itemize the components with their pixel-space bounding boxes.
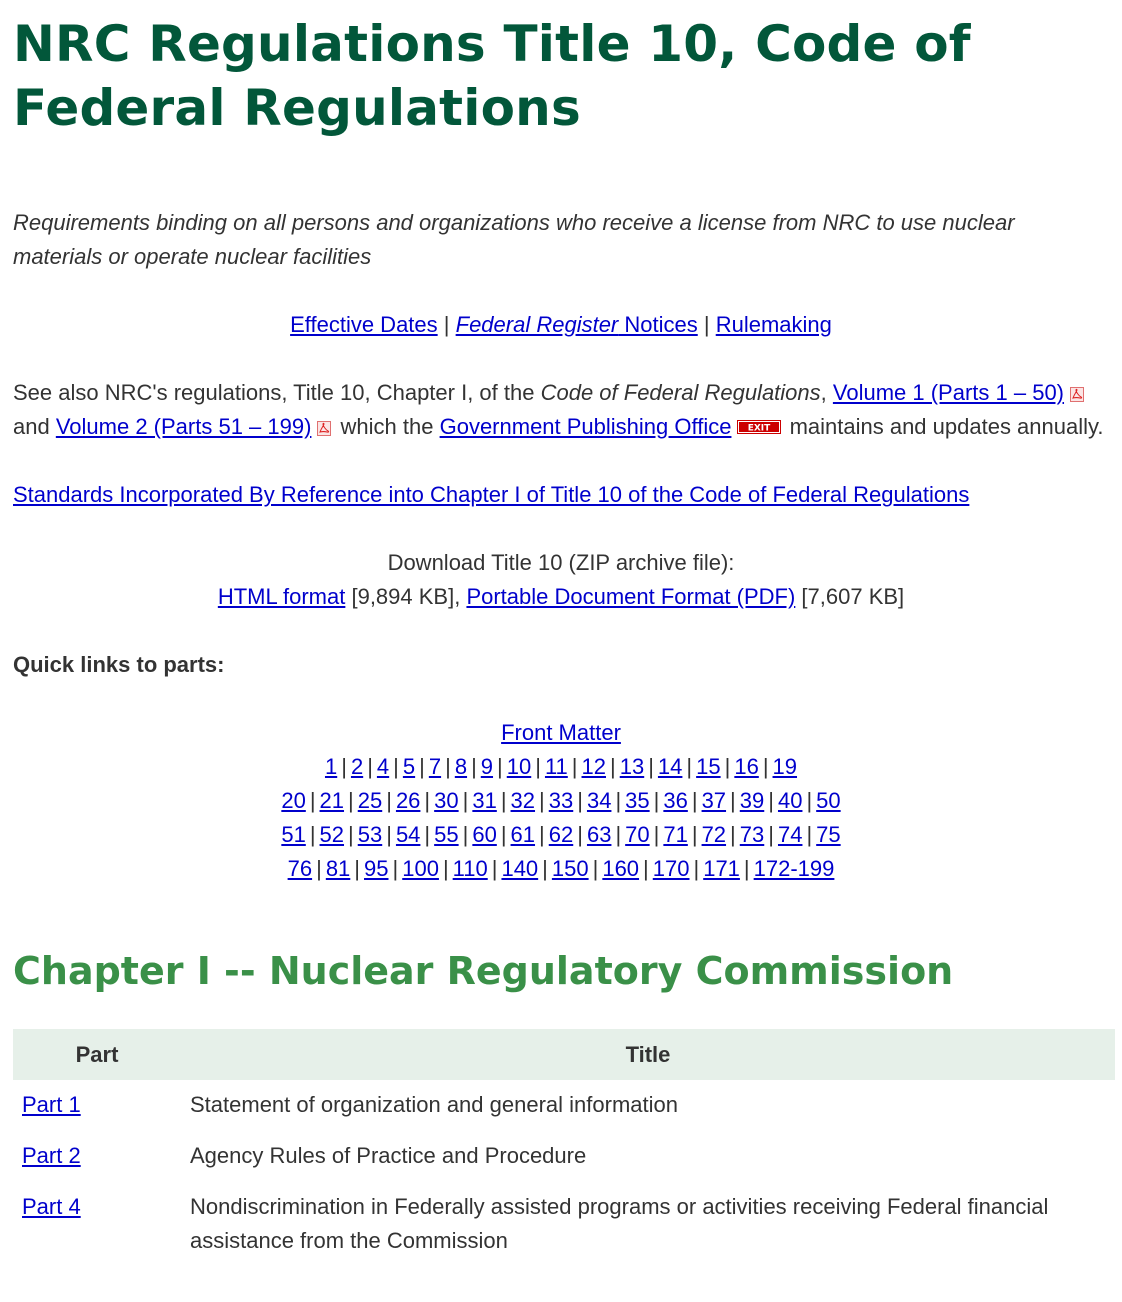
separator: | <box>724 754 731 779</box>
part-link-32[interactable]: 32 <box>510 788 536 813</box>
separator: | <box>392 856 399 881</box>
effective-dates-link[interactable]: Effective Dates <box>290 312 438 337</box>
page-title: NRC Regulations Title 10, Code of Federal Regulations <box>13 15 971 137</box>
separator: | <box>703 312 710 337</box>
part-cell <box>13 1182 181 1267</box>
front-matter-row <box>13 716 1109 750</box>
quick-links-grid <box>13 716 1109 886</box>
separator: | <box>653 788 660 813</box>
separator: | <box>354 856 361 881</box>
part-link-37[interactable]: 37 <box>701 788 727 813</box>
separator: | <box>539 822 545 847</box>
column-header-title: Title <box>625 1041 671 1067</box>
separator: | <box>424 822 431 847</box>
part-link-8[interactable]: 8 <box>454 754 468 779</box>
part-link-39[interactable]: 39 <box>739 788 765 813</box>
exit-badge-text: EXIT <box>748 423 771 434</box>
federal-register-italic: Federal Register <box>455 312 619 337</box>
part-link-160[interactable]: 160 <box>602 856 640 881</box>
separator: | <box>497 754 503 779</box>
table-header-row <box>13 1029 1115 1080</box>
download-heading: Download Title 10 (ZIP archive file): <box>387 550 735 575</box>
pdf-icon <box>1070 378 1084 393</box>
part-links-row <box>13 784 1109 818</box>
part-link-15[interactable]: 15 <box>696 754 721 779</box>
pdf-format-link[interactable]: Portable Document Format (PDF) <box>466 584 796 609</box>
part-link-171[interactable]: 171 <box>703 856 740 881</box>
column-header-part: Part <box>75 1041 119 1067</box>
see-also-paragraph <box>13 376 1109 444</box>
separator: | <box>768 788 774 813</box>
part-link-11[interactable]: 11 <box>544 754 568 779</box>
part-link-50[interactable]: 50 <box>816 788 841 813</box>
separator: | <box>768 822 774 847</box>
part-link-5[interactable]: 5 <box>402 754 416 779</box>
part-link-72[interactable]: 72 <box>701 822 727 847</box>
part-link-60[interactable]: 60 <box>472 822 497 847</box>
part-link-20[interactable]: 20 <box>281 788 306 813</box>
separator: | <box>610 754 616 779</box>
separator: | <box>309 788 316 813</box>
html-size: [9,894 KB], <box>345 584 467 609</box>
part-link-172-199[interactable]: 172-199 <box>753 856 835 881</box>
part-link-21[interactable]: 21 <box>319 788 345 813</box>
part-link-26[interactable]: 26 <box>395 788 421 813</box>
part-link-35[interactable]: 35 <box>625 788 650 813</box>
separator: | <box>386 788 392 813</box>
title-cell: Agency Rules of Practice and Procedure <box>190 1143 587 1168</box>
separator: | <box>643 856 649 881</box>
volume-2-link[interactable]: Volume 2 (Parts 51 – 199) <box>55 414 312 439</box>
part-link-25[interactable]: 25 <box>357 788 383 813</box>
part-link-9[interactable]: 9 <box>480 754 494 779</box>
separator: | <box>539 788 545 813</box>
front-matter-link[interactable]: Front Matter <box>501 720 621 745</box>
part-link-16[interactable]: 16 <box>734 754 759 779</box>
part-link-10[interactable]: 10 <box>506 754 532 779</box>
separator: | <box>653 822 660 847</box>
separator: | <box>348 788 354 813</box>
pdf-icon <box>317 412 331 427</box>
separator: | <box>686 754 693 779</box>
table-row <box>13 1131 1115 1182</box>
part-link-74[interactable]: 74 <box>777 822 803 847</box>
separator: | <box>693 856 700 881</box>
download-links <box>13 580 1109 614</box>
gpo-link[interactable]: Government Publishing Office <box>439 414 732 439</box>
separator: | <box>535 754 541 779</box>
separator: | <box>691 788 698 813</box>
part-link-61[interactable]: 61 <box>510 822 536 847</box>
exit-icon <box>737 410 781 434</box>
standards-row <box>13 478 1109 512</box>
separator: | <box>419 754 425 779</box>
top-links <box>13 308 1109 342</box>
part-link-95[interactable]: 95 <box>364 856 389 881</box>
separator: | <box>309 822 316 847</box>
part-row-link[interactable]: Part 1 <box>22 1092 81 1117</box>
part-links-row <box>13 852 1109 886</box>
part-link-100[interactable]: 100 <box>402 856 439 881</box>
separator: | <box>348 822 354 847</box>
separator: | <box>730 788 736 813</box>
part-links-row <box>13 818 1109 852</box>
part-link-52[interactable]: 52 <box>319 822 345 847</box>
part-link-53[interactable]: 53 <box>357 822 383 847</box>
part-row-link[interactable]: Part 4 <box>22 1194 81 1219</box>
part-link-34[interactable]: 34 <box>586 788 612 813</box>
separator: | <box>316 856 322 881</box>
separator: | <box>592 856 599 881</box>
separator: | <box>500 788 507 813</box>
separator: | <box>393 754 399 779</box>
part-link-76[interactable]: 76 <box>287 856 313 881</box>
title-cell: Nondiscrimination in Federally assisted programs or activities receiving Federal financial assistance from the Commission <box>190 1194 1049 1253</box>
part-link-110[interactable]: 110 <box>452 856 488 881</box>
separator: | <box>367 754 373 779</box>
part-link-30[interactable]: 30 <box>434 788 459 813</box>
separator: | <box>743 856 750 881</box>
chapter-heading: Chapter I -- Nuclear Regulatory Commission <box>13 949 954 993</box>
part-link-54[interactable]: 54 <box>395 822 421 847</box>
separator: | <box>691 822 698 847</box>
quick-links-label: Quick links to parts: <box>13 652 225 677</box>
separator: | <box>442 856 449 881</box>
part-cell <box>13 1080 181 1131</box>
federal-register-notices-link[interactable] <box>456 312 698 337</box>
separator: | <box>762 754 769 779</box>
title-cell: Statement of organization and general information <box>190 1092 678 1117</box>
html-format-link[interactable]: HTML format <box>217 584 346 609</box>
separator: | <box>806 822 813 847</box>
part-link-33[interactable]: 33 <box>548 788 574 813</box>
part-link-4[interactable]: 4 <box>376 754 390 779</box>
part-link-7[interactable]: 7 <box>428 754 442 779</box>
separator: | <box>424 788 431 813</box>
chapter-table <box>13 1029 1115 1267</box>
volume-1-link[interactable]: Volume 1 (Parts 1 – 50) <box>832 380 1065 405</box>
separator: | <box>443 312 450 337</box>
which-the-text: which the <box>334 414 440 439</box>
part-link-71[interactable]: 71 <box>663 822 688 847</box>
part-link-140[interactable]: 140 <box>501 856 539 881</box>
part-link-75[interactable]: 75 <box>816 822 841 847</box>
part-cell <box>13 1131 181 1182</box>
part-link-19[interactable]: 19 <box>772 754 798 779</box>
separator: | <box>462 822 469 847</box>
part-link-13[interactable]: 13 <box>619 754 645 779</box>
separator: | <box>491 856 498 881</box>
part-link-63[interactable]: 63 <box>586 822 612 847</box>
page-intro: Requirements binding on all persons and organizations who receive a license from NRC to use nuclear materials or operate nuclear facilities <box>13 210 1015 269</box>
separator: | <box>471 754 477 779</box>
table-row <box>13 1080 1115 1131</box>
part-link-73[interactable]: 73 <box>739 822 765 847</box>
separator: | <box>341 754 347 779</box>
see-also-comma: , <box>820 380 833 405</box>
part-link-150[interactable]: 150 <box>551 856 589 881</box>
part-link-51[interactable]: 51 <box>281 822 306 847</box>
rulemaking-link[interactable]: Rulemaking <box>715 312 832 337</box>
part-link-31[interactable]: 31 <box>472 788 497 813</box>
part-link-36[interactable]: 36 <box>663 788 688 813</box>
part-link-170[interactable]: 170 <box>652 856 690 881</box>
part-row-link[interactable]: Part 2 <box>22 1143 81 1168</box>
part-link-14[interactable]: 14 <box>657 754 683 779</box>
standards-incorporated-link[interactable]: Standards Incorporated By Reference into Chapter I of Title 10 of the Code of Federal Regulations <box>13 482 970 507</box>
separator: | <box>500 822 507 847</box>
part-link-12[interactable]: 12 <box>581 754 606 779</box>
part-link-1[interactable]: 1 <box>324 754 338 779</box>
separator: | <box>615 822 622 847</box>
part-link-2[interactable]: 2 <box>350 754 364 779</box>
separator: | <box>806 788 813 813</box>
pdf-size: [7,607 KB] <box>795 584 905 609</box>
federal-register-notices-text: Notices <box>618 312 698 337</box>
part-link-40[interactable]: 40 <box>777 788 803 813</box>
part-links-row <box>13 750 1109 784</box>
table-body <box>13 1080 1115 1267</box>
table-row <box>13 1182 1115 1267</box>
separator: | <box>571 754 578 779</box>
download-block <box>13 546 1109 614</box>
part-link-70[interactable]: 70 <box>625 822 650 847</box>
part-link-81[interactable]: 81 <box>325 856 351 881</box>
part-link-62[interactable]: 62 <box>548 822 574 847</box>
separator: | <box>615 788 622 813</box>
and-text: and <box>13 414 56 439</box>
part-link-55[interactable]: 55 <box>434 822 459 847</box>
separator: | <box>730 822 736 847</box>
separator: | <box>462 788 469 813</box>
separator: | <box>445 754 451 779</box>
separator: | <box>577 822 583 847</box>
separator: | <box>648 754 654 779</box>
separator: | <box>577 788 583 813</box>
see-also-text: See also NRC's regulations, Title 10, Chapter I, of the <box>13 380 541 405</box>
part-number-rows <box>13 750 1109 886</box>
cfr-italic: Code of Federal Regulations <box>540 380 821 405</box>
separator: | <box>542 856 548 881</box>
separator: | <box>386 822 392 847</box>
see-also-end-text: maintains and updates annually. <box>783 414 1104 439</box>
